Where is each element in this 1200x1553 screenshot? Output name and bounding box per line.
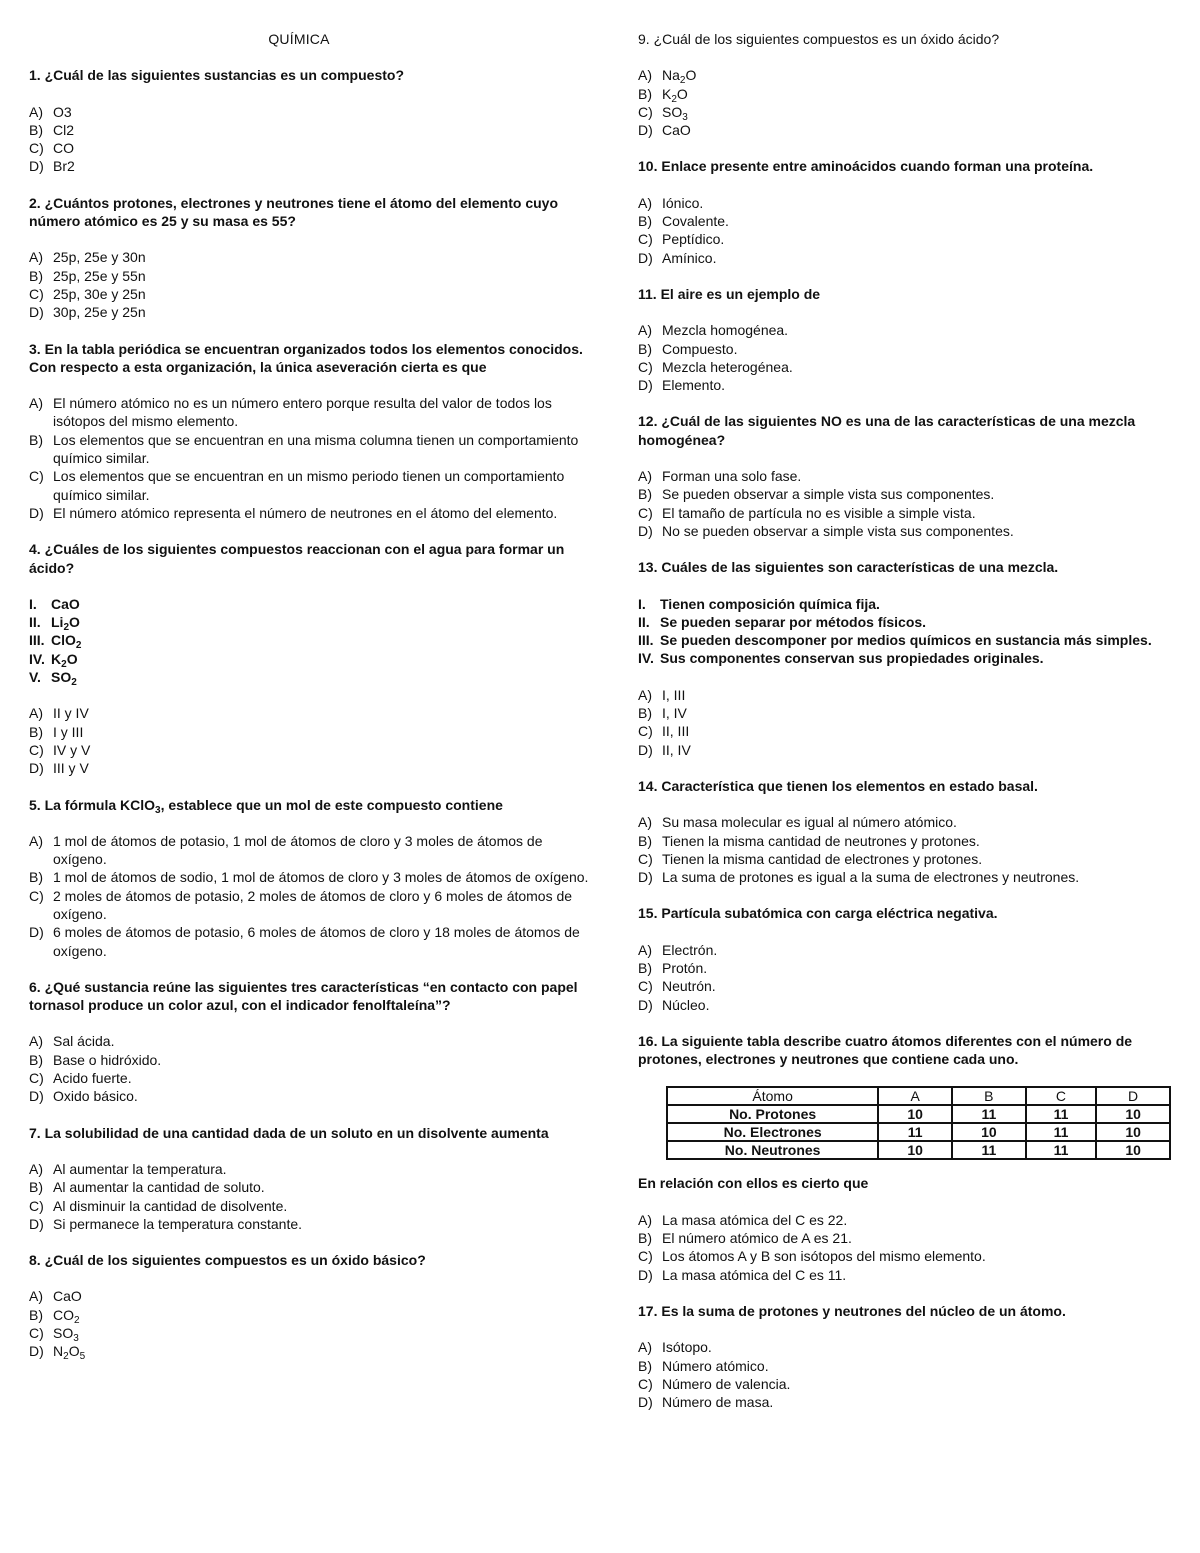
question-text: 2. ¿Cuántos protones, electrones y neutrones tiene el átomo del elemento cuyo número atómico es 25 y su masa es 55?	[29, 194, 559, 230]
option-b[interactable]: B) Se pueden observar a simple vista sus componentes.	[638, 486, 995, 503]
question-4	[29, 540, 589, 777]
option-d[interactable]: D) $N_2O_5$	[29, 1343, 86, 1363]
option-list	[638, 321, 1178, 394]
option-d[interactable]: D) Núcleo.	[638, 996, 710, 1013]
option-d[interactable]: D) Si permanece la temperatura constante.	[29, 1215, 303, 1232]
option-list	[29, 1032, 589, 1105]
table-cell: No. Electrones	[667, 1123, 878, 1141]
right-column	[638, 30, 1178, 1429]
option-b[interactable]: B) El número atómico de A es 21.	[638, 1230, 852, 1247]
option-b[interactable]: B) Al aumentar la cantidad de soluto.	[29, 1179, 265, 1196]
option-d[interactable]: D) El número atómico representa el número de neutrones en el átomo del elemento.	[29, 504, 558, 521]
question-7	[29, 1124, 589, 1233]
table-row	[667, 1141, 1170, 1159]
question-9	[638, 30, 1178, 139]
table-cell: 11	[952, 1105, 1026, 1123]
option-list	[29, 103, 589, 176]
table-cell: 11	[878, 1123, 952, 1141]
statement-i: I. Tienen composición química fija.	[638, 595, 880, 612]
atoms-table	[666, 1086, 1171, 1160]
option-d[interactable]: D) La masa atómica del C es 11.	[638, 1266, 847, 1283]
table-cell: 10	[952, 1123, 1026, 1141]
option-b[interactable]: B) Compuesto.	[638, 340, 738, 357]
option-d[interactable]: D) Amínico.	[638, 249, 717, 266]
option-c[interactable]: C) CO	[29, 140, 74, 157]
table-header-cell: Átomo	[667, 1087, 878, 1105]
option-a[interactable]: A) $Na_2O$	[638, 67, 697, 87]
option-a[interactable]: A) II y IV	[29, 705, 89, 722]
table-header-row	[667, 1087, 1170, 1105]
option-d[interactable]: D) 6 moles de átomos de potasio, 6 moles de átomos de cloro y 18 moles de átomos de oxígeno.	[29, 924, 580, 959]
question-text: 11. El aire es un ejemplo de	[638, 285, 821, 302]
option-a[interactable]: A) Sal ácida.	[29, 1033, 115, 1050]
option-c[interactable]: C) Peptídico.	[638, 231, 725, 248]
question-text: 9. ¿Cuál de los siguientes compuestos es un óxido ácido?	[638, 31, 1000, 47]
question-text: 16. La siguiente tabla describe cuatro átomos diferentes con el número de protones, electrones y neutrones que contiene cada uno.	[638, 1032, 1133, 1068]
option-c[interactable]: C) 25p, 30e y 25n	[29, 285, 146, 302]
question-text: 4. ¿Cuáles de los siguientes compuestos reaccionan con el agua para formar un ácido?	[29, 541, 565, 576]
option-b[interactable]: B) Protón.	[638, 959, 708, 976]
table-cell: 10	[878, 1141, 952, 1159]
option-b[interactable]: B) Tienen la misma cantidad de neutrones y protones.	[638, 832, 980, 849]
table-cell: 11	[1026, 1141, 1097, 1159]
atoms-table-wrap	[638, 1086, 1178, 1160]
option-a[interactable]: A) Forman una solo fase.	[638, 468, 802, 485]
option-c[interactable]: C) Neutrón.	[638, 978, 716, 995]
question-2	[29, 194, 589, 322]
option-a[interactable]: A) Iónico.	[638, 194, 704, 211]
table-cell: 10	[878, 1105, 952, 1123]
statement-iv: IV. Sus componentes conservan sus propiedades originales.	[638, 650, 1044, 667]
option-list	[29, 394, 589, 522]
option-a[interactable]: A) Electrón.	[638, 941, 718, 958]
question-6	[29, 978, 589, 1106]
table-cell: No. Protones	[667, 1105, 878, 1123]
option-b[interactable]: B) I, IV	[638, 705, 687, 722]
table-cell: 10	[1096, 1105, 1170, 1123]
statement-iii: III. ClO$_2$	[29, 632, 82, 652]
option-c[interactable]: C) 2 moles de átomos de potasio, 2 moles de átomos de cloro y 6 moles de átomos de oxígeno.	[29, 887, 573, 922]
option-a[interactable]: A) 1 mol de átomos de potasio, 1 mol de átomos de cloro y 3 moles de átomos de oxígeno.	[29, 832, 543, 868]
option-list	[29, 704, 589, 777]
question-5	[29, 796, 589, 960]
question-12	[638, 412, 1178, 540]
table-cell: 11	[952, 1141, 1026, 1159]
option-c[interactable]: C) Los átomos A y B son isótopos del mismo elemento.	[638, 1248, 986, 1265]
option-d[interactable]: D) Elemento.	[638, 377, 726, 394]
table-header-cell: D	[1096, 1087, 1170, 1105]
page-title: QUÍMICA	[268, 31, 330, 47]
option-list	[29, 832, 589, 960]
table-header-cell: C	[1026, 1087, 1097, 1105]
statement-ii: II. Se pueden separar por métodos físicos.	[638, 613, 927, 630]
option-c[interactable]: C) $SO_3$	[29, 1325, 79, 1345]
option-d[interactable]: D) CaO	[638, 122, 691, 139]
option-b[interactable]: B) Covalente.	[638, 213, 729, 230]
question-text: 10. Enlace presente entre aminoácidos cuando forman una proteína.	[638, 158, 1094, 175]
question-3	[29, 340, 589, 523]
option-a[interactable]: A) CaO	[29, 1288, 82, 1305]
statement-v: V. $SO_2$	[29, 669, 77, 689]
statement-ii: II. $Li_2O$	[29, 614, 80, 634]
option-list	[638, 194, 1178, 267]
option-a[interactable]: A) Su masa molecular es igual al número atómico.	[638, 814, 957, 831]
question-17	[638, 1302, 1178, 1411]
option-c[interactable]: C) Tienen la misma cantidad de electrones y protones.	[638, 850, 983, 867]
option-d[interactable]: D) La suma de protones es igual a la suma de electrones y neutrones.	[638, 869, 1080, 886]
question-text: 17. Es la suma de protones y neutrones del núcleo de un átomo.	[638, 1302, 1066, 1319]
table-row	[667, 1123, 1170, 1141]
option-c[interactable]: C) II, III	[638, 723, 690, 740]
question-text: 3. En la tabla periódica se encuentran organizados todos los elementos conocidos. Con respecto a esta organización, la única aseveración cierta es que	[29, 340, 583, 375]
table-cell: 11	[1026, 1123, 1097, 1141]
option-b[interactable]: B) $CO_2$	[29, 1306, 80, 1326]
option-d[interactable]: D) 30p, 25e y 25n	[29, 304, 146, 321]
question-14	[638, 777, 1178, 886]
table-row	[667, 1105, 1170, 1123]
option-list	[638, 941, 1178, 1014]
question-text: 13. Cuáles de las siguientes son características de una mezcla.	[638, 559, 1059, 576]
question-text: 6. ¿Qué sustancia reúne las siguientes tres características “en contacto con papel tornasol produce un color azul, con el indicador fenolftaleína”?	[29, 978, 578, 1014]
question-16	[638, 1032, 1178, 1284]
question-15	[638, 904, 1178, 1013]
option-list	[638, 686, 1178, 759]
table-cell: No. Neutrones	[667, 1141, 878, 1159]
question-text: 5. La fórmula KClO$_3$, establece que un mol de este compuesto contiene	[29, 796, 503, 816]
option-d[interactable]: D) II, IV	[638, 741, 691, 758]
question-text: 14. Característica que tienen los elementos en estado basal.	[638, 777, 1038, 794]
option-c[interactable]: C) Acido fuerte.	[29, 1070, 132, 1087]
option-a[interactable]: A) Al aumentar la temperatura.	[29, 1160, 227, 1177]
question-lead-text: En relación con ellos es cierto que	[638, 1175, 869, 1192]
option-a[interactable]: A) I, III	[638, 686, 686, 703]
question-text: 7. La solubilidad de una cantidad dada de un soluto en un disolvente aumenta	[29, 1124, 549, 1141]
option-a[interactable]: A) Isótopo.	[638, 1339, 712, 1356]
option-d[interactable]: D) Número de masa.	[638, 1394, 774, 1411]
option-list	[638, 1211, 1178, 1284]
option-b[interactable]: B) Base o hidróxido.	[29, 1051, 162, 1068]
statement-iv: IV. $K_2O$	[29, 650, 78, 670]
table-cell: 10	[1096, 1141, 1170, 1159]
option-c[interactable]: C) $SO_3$	[638, 103, 688, 123]
option-list	[638, 1338, 1178, 1411]
option-c[interactable]: C) Al disminuir la cantidad de disolvente.	[29, 1197, 288, 1214]
statement-iii: III. Se pueden descomponer por medios químicos en sustancia más simples.	[638, 632, 1152, 649]
statement-i: I. CaO	[29, 595, 80, 612]
table-header-cell: A	[878, 1087, 952, 1105]
option-a[interactable]: A) El número atómico no es un número entero porque resulta del valor de todos los isótopos del mismo elemento.	[29, 395, 552, 430]
option-list	[29, 1160, 589, 1233]
option-a[interactable]: A) O3	[29, 103, 72, 120]
option-list	[29, 248, 589, 321]
question-text: 15. Partícula subatómica con carga eléctrica negativa.	[638, 905, 998, 922]
option-d[interactable]: D) Br2	[29, 158, 75, 175]
option-c[interactable]: C) IV y V	[29, 741, 91, 758]
question-13	[638, 558, 1178, 759]
option-c[interactable]: C) El tamaño de partícula no es visible a simple vista.	[638, 504, 976, 521]
option-c[interactable]: C) Los elementos que se encuentran en un mismo periodo tienen un comportamiento químico similar.	[29, 468, 565, 503]
question-text: 12. ¿Cuál de las siguientes NO es una de las características de una mezcla homogénea?	[638, 413, 1136, 448]
option-d[interactable]: D) III y V	[29, 760, 89, 777]
option-a[interactable]: A) 25p, 25e y 30n	[29, 249, 146, 266]
option-b[interactable]: B) Los elementos que se encuentran en una misma columna tienen un comportamiento químico similar.	[29, 431, 579, 467]
option-b[interactable]: B) $K_2O$	[638, 85, 688, 105]
question-text: 8. ¿Cuál de los siguientes compuestos es un óxido básico?	[29, 1252, 426, 1269]
table-header-cell: B	[952, 1087, 1026, 1105]
option-list	[638, 467, 1178, 540]
option-list	[638, 66, 1178, 139]
question-8	[29, 1251, 589, 1363]
question-1	[29, 66, 589, 175]
question-10	[638, 157, 1178, 266]
option-list	[29, 1287, 589, 1363]
option-b[interactable]: B) 25p, 25e y 55n	[29, 267, 146, 284]
option-c[interactable]: C) Número de valencia.	[638, 1375, 791, 1392]
statement-list	[29, 595, 589, 689]
table-cell: 11	[1026, 1105, 1097, 1123]
option-b[interactable]: B) Cl2	[29, 121, 75, 138]
question-text: 1. ¿Cuál de las siguientes sustancias es un compuesto?	[29, 67, 404, 84]
left-column	[29, 30, 589, 1379]
option-d[interactable]: D) Oxido básico.	[29, 1088, 138, 1105]
option-d[interactable]: D) No se pueden observar a simple vista sus componentes.	[638, 522, 1014, 539]
option-b[interactable]: B) Número atómico.	[638, 1357, 769, 1374]
option-b[interactable]: B) I y III	[29, 723, 84, 740]
option-b[interactable]: B) 1 mol de átomos de sodio, 1 mol de átomos de cloro y 3 moles de átomos de oxígeno.	[29, 869, 589, 886]
option-a[interactable]: A) Mezcla homogénea.	[638, 322, 789, 339]
option-a[interactable]: A) La masa atómica del C es 22.	[638, 1211, 848, 1228]
table-cell: 10	[1096, 1123, 1170, 1141]
option-c[interactable]: C) Mezcla heterogénea.	[638, 358, 793, 375]
question-11	[638, 285, 1178, 394]
statement-list	[638, 595, 1178, 668]
option-list	[638, 813, 1178, 886]
